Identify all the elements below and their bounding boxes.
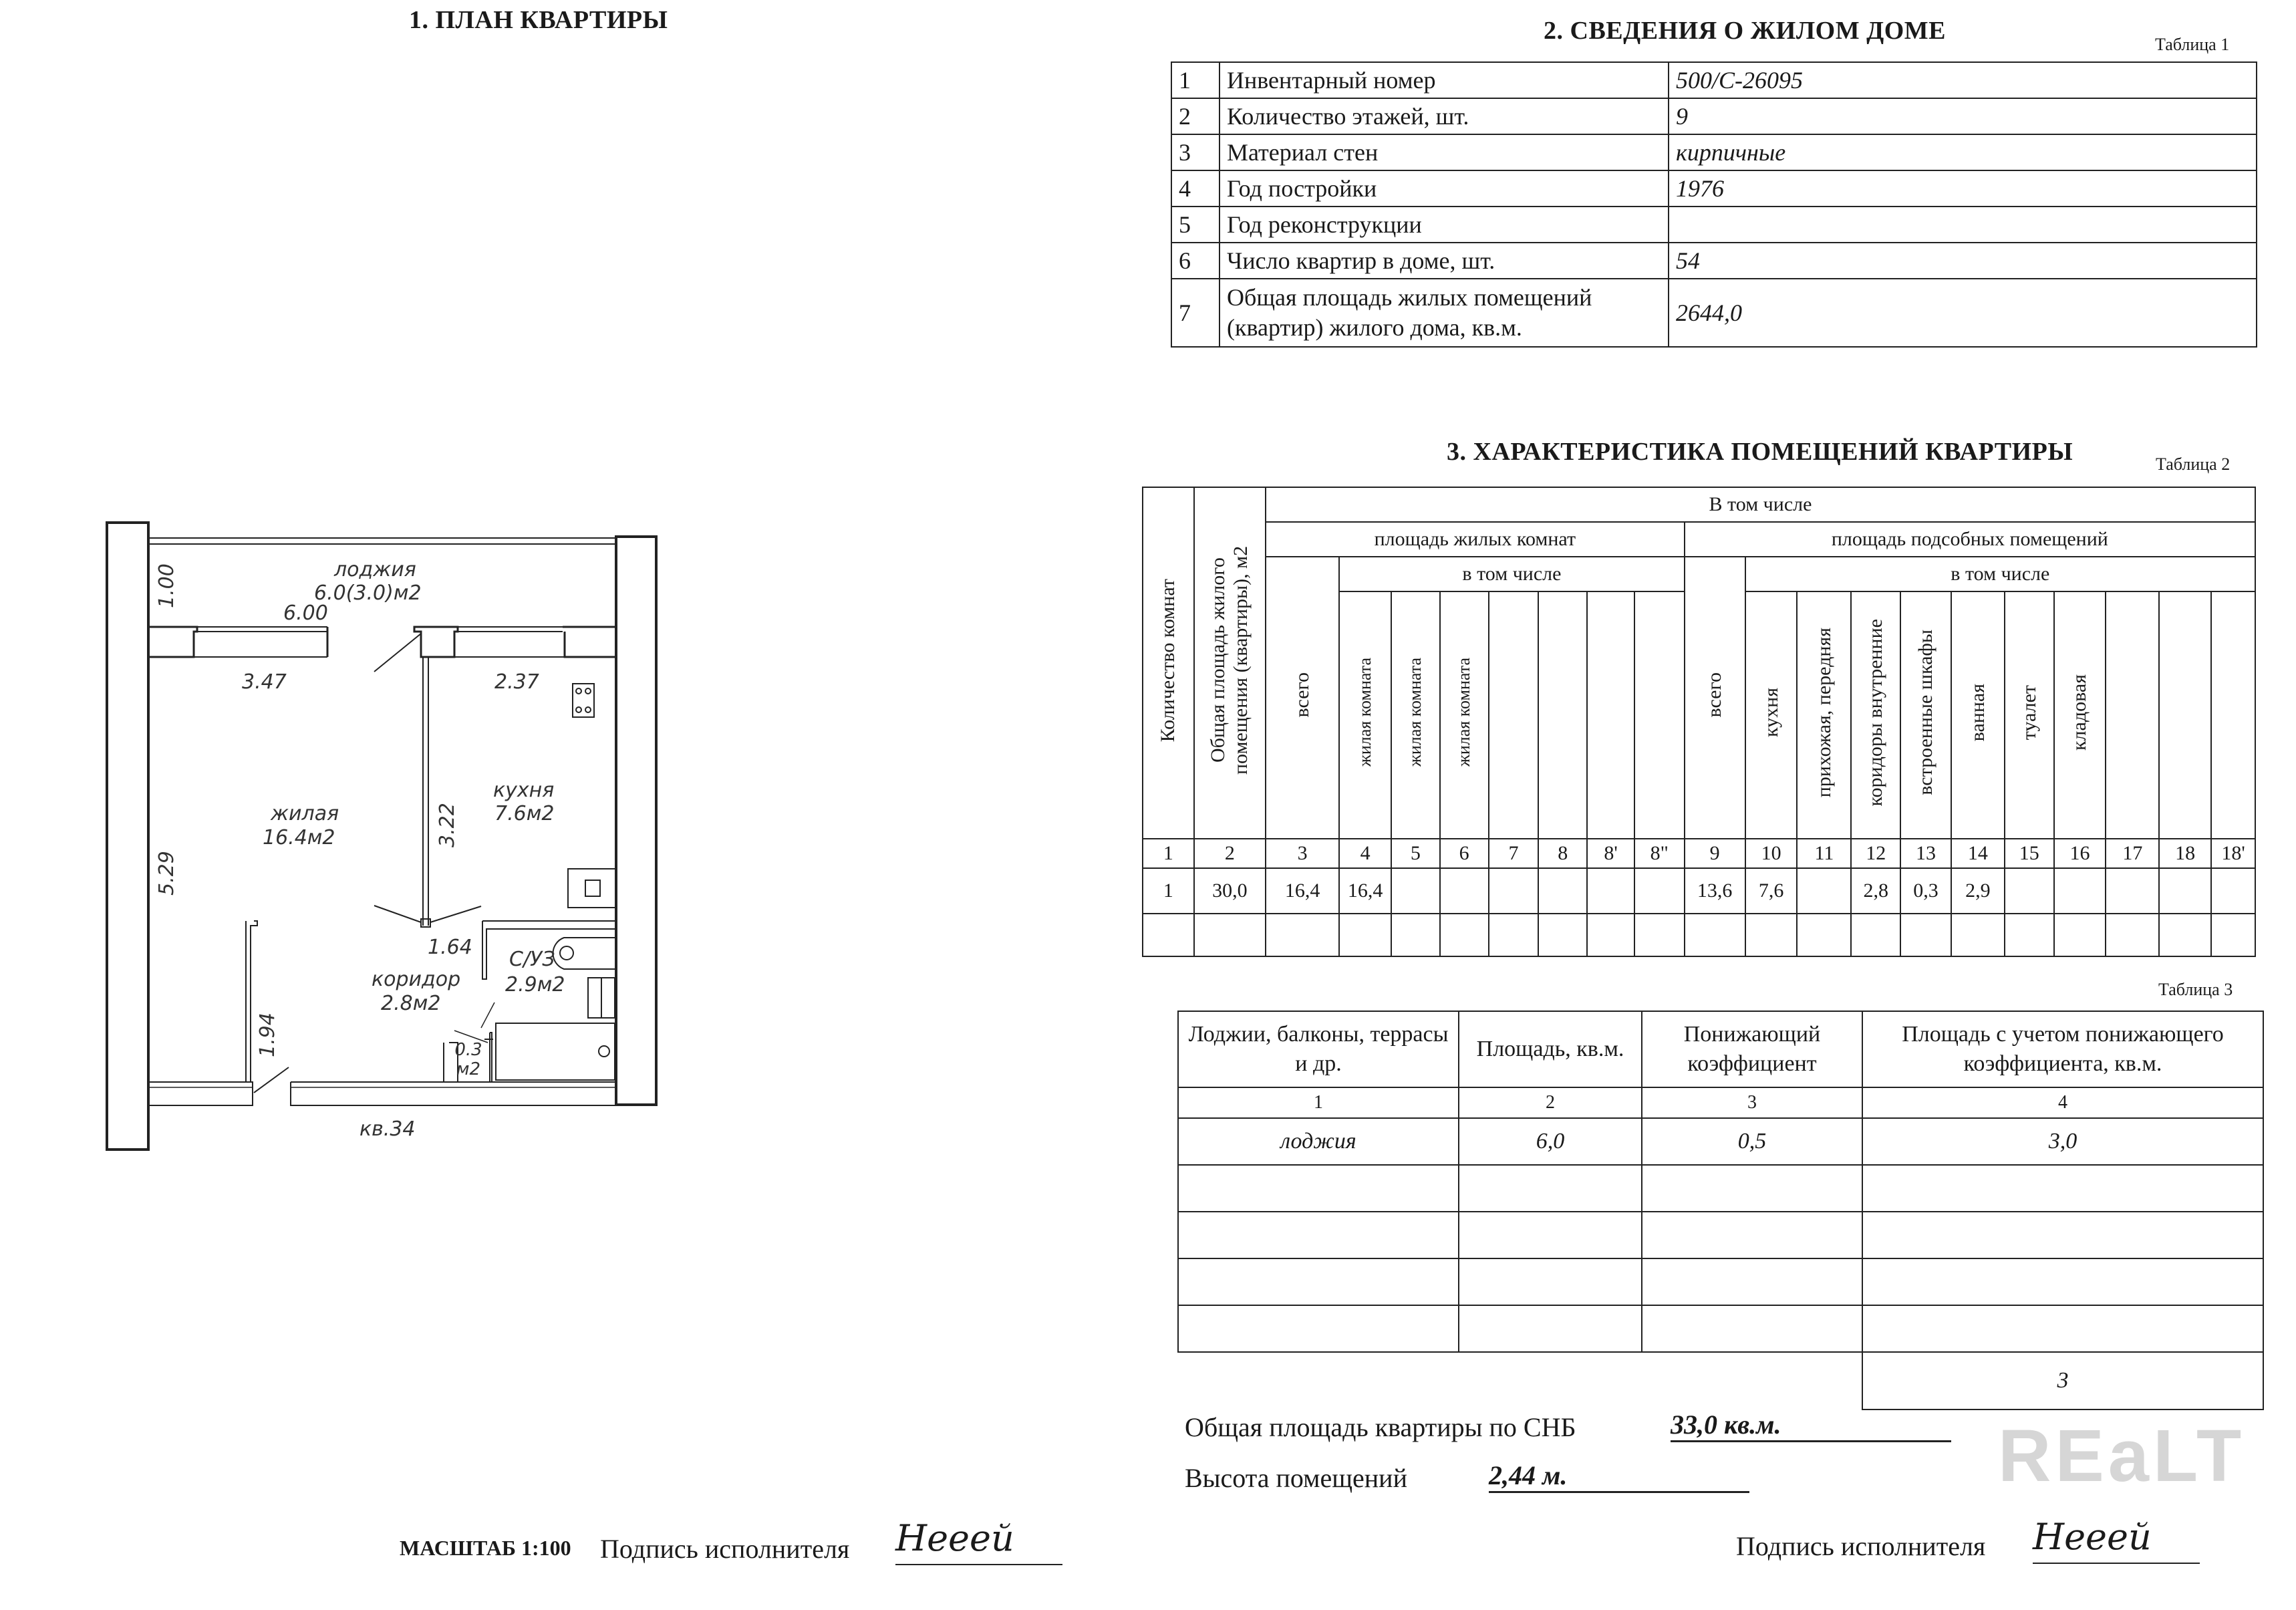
room-label-loggia: лоджия: [334, 558, 416, 581]
cell: [1851, 914, 1900, 956]
cell: [1642, 1305, 1862, 1352]
row-value: 54: [1669, 243, 2257, 279]
row-label: Общая площадь жилых помещений (квартир) жилого дома, кв.м.: [1219, 279, 1669, 347]
column-number: 18: [2159, 839, 2211, 868]
cell: [2005, 868, 2054, 914]
cell: 2,8: [1851, 868, 1900, 914]
cell: 2,9: [1951, 868, 2005, 914]
column-number: 15: [2005, 839, 2054, 868]
rooms-title: 3. ХАРАКТЕРИСТИКА ПОМЕЩЕНИЙ КВАРТИРЫ: [1447, 438, 2073, 466]
wall-left: [107, 523, 148, 1150]
column-number: 16: [2054, 839, 2106, 868]
row-label: Материал стен: [1219, 134, 1669, 170]
dim-kitchen-width: 2.37: [494, 670, 539, 694]
header-room-count: Количество комнат: [1143, 487, 1194, 839]
plan-signature-label: Подпись исполнителя: [600, 1534, 850, 1564]
rooms-table: [1142, 487, 2256, 957]
cell: 16,4: [1266, 868, 1339, 914]
cell: [1862, 1165, 2263, 1212]
neighbor-apartment-label: кв.34: [360, 1117, 416, 1141]
cell: [1587, 868, 1634, 914]
house-title: 2. СВЕДЕНИЯ О ЖИЛОМ ДОМЕ: [1544, 17, 1947, 45]
watermark-logo: REaLT: [1998, 1415, 2246, 1497]
cell: [1797, 914, 1851, 956]
sink-icon: [568, 869, 616, 908]
header-aux-of-which: в том числе: [1745, 557, 2255, 591]
table-row: [1171, 207, 2257, 243]
room-area-bathroom: 2.9м2: [505, 973, 565, 996]
column-number: 4: [1339, 839, 1391, 868]
room-area-loggia: 6.0(3.0)м2: [314, 581, 422, 605]
height-label: Высота помещений: [1185, 1463, 1407, 1493]
column-number: 11: [1797, 839, 1851, 868]
cell: [2106, 914, 2159, 956]
row-value: 1976: [1669, 170, 2257, 207]
column-number: 1: [1143, 839, 1194, 868]
table2-label: Таблица 2: [2156, 454, 2231, 474]
table3-label: Таблица 3: [2158, 980, 2233, 999]
column-number: 9: [1685, 839, 1745, 868]
row-label: Год реконструкции: [1219, 207, 1669, 243]
header-col: жилая комната: [1440, 591, 1489, 839]
row-value: 9: [1669, 98, 2257, 134]
table-row: [1143, 868, 2255, 914]
room-area-closet: 0.3 м2: [454, 1040, 482, 1079]
column-number: 6: [1440, 839, 1489, 868]
cell: [1178, 1212, 1459, 1258]
header-col: кухня: [1745, 591, 1798, 839]
cell: [2005, 914, 2054, 956]
room-label-bathroom: С/УЗ: [509, 948, 555, 971]
header-col: [2159, 591, 2211, 839]
table-row: [1171, 170, 2257, 207]
cell: 13,6: [1685, 868, 1745, 914]
total-area-field: [1671, 1409, 1951, 1442]
row-value: кирпичные: [1669, 134, 2257, 170]
room-area-corridor: 2.8м2: [381, 992, 441, 1015]
cell: [1440, 868, 1489, 914]
total-spacer: [1178, 1352, 1862, 1410]
cell: [1538, 868, 1587, 914]
cell: 16,4: [1339, 868, 1391, 914]
dim-corridor-length: 1.94: [256, 1013, 279, 1057]
cell: [1178, 1305, 1459, 1352]
cell: [1642, 1212, 1862, 1258]
cell: [2211, 868, 2255, 914]
cell: 0,5: [1642, 1118, 1862, 1165]
column-number: 1: [1178, 1087, 1459, 1118]
column-number: 18': [2211, 839, 2255, 868]
wall-loggia: [148, 627, 197, 657]
cell: [2159, 868, 2211, 914]
height-value: 2,44 м.: [1489, 1460, 1749, 1493]
cell: 6,0: [1459, 1118, 1642, 1165]
cell: [1634, 914, 1685, 956]
room-label-living: жилая: [271, 802, 339, 825]
table1-label: Таблица 1: [2155, 35, 2230, 54]
header-col: жилая комната: [1391, 591, 1440, 839]
room-area-kitchen: 7.6м2: [494, 802, 555, 825]
column-number: 12: [1851, 839, 1900, 868]
header-col: [1538, 591, 1587, 839]
cell: [1900, 914, 1951, 956]
balcony-total: 3: [1862, 1352, 2263, 1410]
cell: [1194, 914, 1266, 956]
table-row: [1171, 243, 2257, 279]
total-area-label: Общая площадь квартиры по СНБ: [1185, 1412, 1576, 1442]
row-num: 3: [1171, 134, 1219, 170]
cell: [1391, 914, 1440, 956]
header-area: Площадь, кв.м.: [1459, 1011, 1642, 1087]
column-number: 4: [1862, 1087, 2263, 1118]
stove-icon: [573, 684, 594, 717]
cell: [2159, 914, 2211, 956]
cell: [1489, 914, 1539, 956]
header-col: [2106, 591, 2159, 839]
table-row: [1171, 134, 2257, 170]
table-row: [1178, 1118, 2263, 1165]
cell: [1634, 868, 1685, 914]
cell: [1642, 1258, 1862, 1305]
cell: [1178, 1165, 1459, 1212]
dim-loggia-depth: 1.00: [155, 563, 178, 608]
scale-label: МАСШТАБ 1:100: [400, 1536, 571, 1560]
column-number: 3: [1266, 839, 1339, 868]
cell: 1: [1143, 868, 1194, 914]
header-living-of-which: в том числе: [1339, 557, 1685, 591]
room-area-living: 16.4м2: [263, 826, 335, 849]
cell: [1538, 914, 1587, 956]
cell: [2106, 868, 2159, 914]
header-col: жилая комната: [1339, 591, 1391, 839]
column-number: 8: [1538, 839, 1587, 868]
table-row: [1178, 1212, 2263, 1258]
table-row: [1171, 62, 2257, 98]
column-number: 10: [1745, 839, 1798, 868]
header-col: [2211, 591, 2255, 839]
header-aux-total: всего: [1685, 557, 1745, 839]
dim-living-length: 5.29: [155, 851, 178, 896]
row-value: [1669, 207, 2257, 243]
cell: [2211, 914, 2255, 956]
row-label: Количество этажей, шт.: [1219, 98, 1669, 134]
cell: лоджия: [1178, 1118, 1459, 1165]
header-living-total: всего: [1266, 557, 1339, 839]
cell: 0,3: [1900, 868, 1951, 914]
row-label: Число квартир в доме, шт.: [1219, 243, 1669, 279]
dim-loggia-width: 6.00: [283, 601, 328, 625]
header-col: туалет: [2005, 591, 2054, 839]
cell: [1459, 1258, 1642, 1305]
height-field: [1489, 1460, 1749, 1493]
cell: [1143, 914, 1194, 956]
cell: 7,6: [1745, 868, 1798, 914]
cell: [1587, 914, 1634, 956]
header-col: прихожая, передняя: [1797, 591, 1851, 839]
floor-plan: [0, 0, 1136, 1610]
header-col: [1634, 591, 1685, 839]
signature-label: Подпись исполнителя: [1736, 1531, 1986, 1561]
plan-signature: Нееей: [895, 1517, 1062, 1565]
column-number: 8": [1634, 839, 1685, 868]
dim-living-width: 3.47: [242, 670, 287, 694]
dim-kitchen-length: 3.22: [436, 803, 459, 847]
header-col: [1489, 591, 1539, 839]
table-row: [1178, 1258, 2263, 1305]
cell: [1642, 1165, 1862, 1212]
room-label-kitchen: кухня: [493, 779, 555, 802]
row-num: 5: [1171, 207, 1219, 243]
row-num: 6: [1171, 243, 1219, 279]
header-col: встроенные шкафы: [1900, 591, 1951, 839]
executor-signature: Нееей: [2033, 1516, 2200, 1564]
cell: [1489, 868, 1539, 914]
cell: [1391, 868, 1440, 914]
header-col: коридоры внутренние: [1851, 591, 1900, 839]
total-area-value: 33,0 кв.м.: [1671, 1409, 1951, 1442]
cell: [1178, 1258, 1459, 1305]
header-reduced-area: Площадь с учетом понижающего коэффициента, кв.м.: [1862, 1011, 2263, 1087]
cell: [1266, 914, 1339, 956]
row-num: 7: [1171, 279, 1219, 347]
bathtub-icon: [496, 1023, 615, 1080]
column-number: 7: [1489, 839, 1539, 868]
wall-right: [616, 537, 656, 1105]
toilet-icon: [553, 938, 615, 969]
cell: 3,0: [1862, 1118, 2263, 1165]
column-number: 2: [1194, 839, 1266, 868]
header-including: В том числе: [1266, 487, 2255, 522]
cell: [1951, 914, 2005, 956]
header-col: кладовая: [2054, 591, 2106, 839]
row-label: Год постройки: [1219, 170, 1669, 207]
cell: [1685, 914, 1745, 956]
cell: [1797, 868, 1851, 914]
header-aux-area: площадь подсобных помещений: [1685, 522, 2255, 557]
cell: [1862, 1212, 2263, 1258]
row-num: 4: [1171, 170, 1219, 207]
row-value: 500/С-26095: [1669, 62, 2257, 98]
header-col: ванная: [1951, 591, 2005, 839]
column-numbers-row: [1143, 839, 2255, 868]
column-number: 17: [2106, 839, 2159, 868]
cell: [1862, 1258, 2263, 1305]
table-row: [1178, 1165, 2263, 1212]
plan-title: 1. ПЛАН КВАРТИРЫ: [409, 6, 668, 34]
table-row: [1171, 98, 2257, 134]
header-col: [1587, 591, 1634, 839]
header-total-area: Общая площадь жилого помещения (квартиры), м2: [1194, 487, 1266, 839]
row-num: 2: [1171, 98, 1219, 134]
column-number: 5: [1391, 839, 1440, 868]
cell: [2054, 868, 2106, 914]
cell: [1339, 914, 1391, 956]
column-number: 13: [1900, 839, 1951, 868]
row-label: Инвентарный номер: [1219, 62, 1669, 98]
row-value: 2644,0: [1669, 279, 2257, 347]
house-info-table: [1171, 61, 2257, 348]
table-row: [1178, 1305, 2263, 1352]
cell: [2054, 914, 2106, 956]
room-label-corridor: коридор: [372, 968, 461, 991]
column-number: 2: [1459, 1087, 1642, 1118]
header-balcony-type: Лоджии, балконы, террасы и др.: [1178, 1011, 1459, 1087]
column-number: 3: [1642, 1087, 1862, 1118]
balcony-table: [1177, 1011, 2264, 1410]
header-living-area: площадь жилых комнат: [1266, 522, 1685, 557]
table-row: [1171, 279, 2257, 347]
cell: [1459, 1165, 1642, 1212]
cell: 30,0: [1194, 868, 1266, 914]
table-row: [1143, 914, 2255, 956]
header-coefficient: Понижающий коэффициент: [1642, 1011, 1862, 1087]
row-num: 1: [1171, 62, 1219, 98]
column-number: 8': [1587, 839, 1634, 868]
column-number: 14: [1951, 839, 2005, 868]
cell: [1862, 1305, 2263, 1352]
cell: [1459, 1305, 1642, 1352]
cell: [1745, 914, 1798, 956]
cell: [1440, 914, 1489, 956]
dim-corridor-width: 1.64: [428, 936, 472, 959]
cell: [1459, 1212, 1642, 1258]
